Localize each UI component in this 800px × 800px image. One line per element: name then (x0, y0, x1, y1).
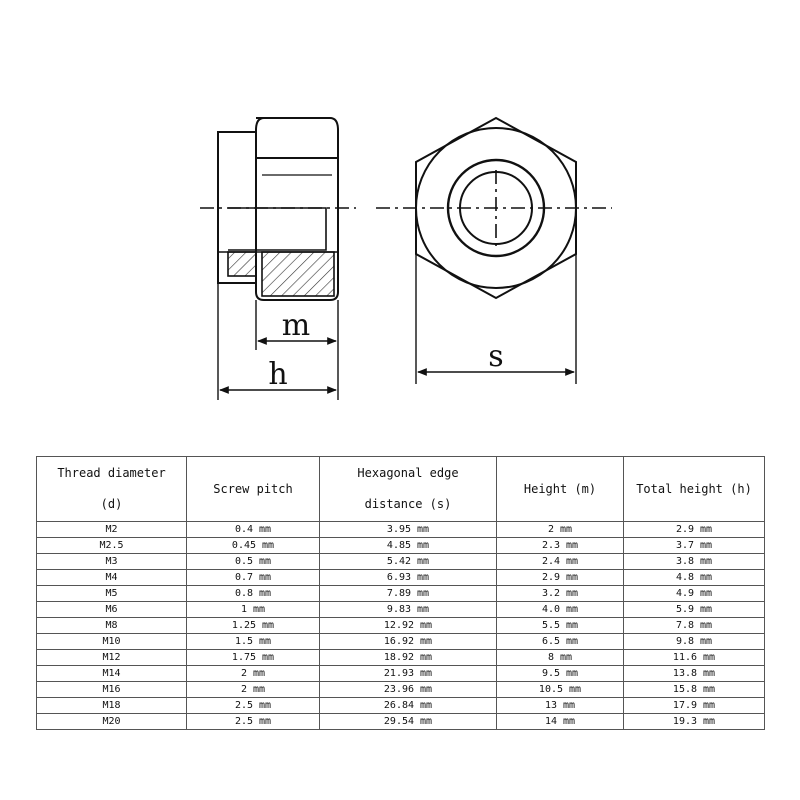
cell-screw-pitch: 1.5 mm (187, 634, 320, 650)
cell-thread-diameter: M8 (37, 618, 187, 634)
table-row (37, 538, 765, 554)
cell-total-height: 5.9 mm (624, 602, 765, 618)
cell-thread-diameter: M6 (37, 602, 187, 618)
table-row (37, 522, 765, 538)
cell-total-height: 2.9 mm (624, 522, 765, 538)
cell-thread-diameter: M10 (37, 634, 187, 650)
cell-hex-distance: 21.93 mm (320, 666, 497, 682)
table-row (37, 554, 765, 570)
cell-hex-distance: 5.42 mm (320, 554, 497, 570)
table-row (37, 570, 765, 586)
table-row (37, 650, 765, 666)
cell-total-height: 4.8 mm (624, 570, 765, 586)
cell-total-height: 4.9 mm (624, 586, 765, 602)
cell-screw-pitch: 1.75 mm (187, 650, 320, 666)
hatched-section-collar (228, 252, 256, 276)
cell-thread-diameter: M3 (37, 554, 187, 570)
table-row (37, 634, 765, 650)
table-row (37, 682, 765, 698)
cell-thread-diameter: M4 (37, 570, 187, 586)
cell-screw-pitch: 2.5 mm (187, 714, 320, 730)
cell-height: 14 mm (497, 714, 624, 730)
header-screw-pitch: Screw pitch (187, 457, 320, 522)
bore-outline (228, 208, 326, 250)
header-hexagonal-edge-distance: Hexagonal edge distance (s) (320, 457, 497, 522)
cell-total-height: 19.3 mm (624, 714, 765, 730)
cell-screw-pitch: 0.4 mm (187, 522, 320, 538)
cell-hex-distance: 4.85 mm (320, 538, 497, 554)
cell-height: 2.3 mm (497, 538, 624, 554)
cell-height: 10.5 mm (497, 682, 624, 698)
cell-hex-distance: 29.54 mm (320, 714, 497, 730)
cell-total-height: 13.8 mm (624, 666, 765, 682)
cell-total-height: 15.8 mm (624, 682, 765, 698)
cell-height: 6.5 mm (497, 634, 624, 650)
cell-screw-pitch: 0.45 mm (187, 538, 320, 554)
cell-hex-distance: 6.93 mm (320, 570, 497, 586)
cell-height: 3.2 mm (497, 586, 624, 602)
header-total-height: Total height (h) (624, 457, 765, 522)
cell-screw-pitch: 0.5 mm (187, 554, 320, 570)
cell-screw-pitch: 2 mm (187, 666, 320, 682)
cell-total-height: 9.8 mm (624, 634, 765, 650)
cell-height: 4.0 mm (497, 602, 624, 618)
cell-height: 5.5 mm (497, 618, 624, 634)
table-header-row (37, 457, 765, 522)
table-row (37, 586, 765, 602)
cell-height: 13 mm (497, 698, 624, 714)
cell-screw-pitch: 2 mm (187, 682, 320, 698)
cell-thread-diameter: M20 (37, 714, 187, 730)
cell-hex-distance: 9.83 mm (320, 602, 497, 618)
header-height: Height (m) (497, 457, 624, 522)
cell-thread-diameter: M14 (37, 666, 187, 682)
cell-total-height: 11.6 mm (624, 650, 765, 666)
cell-screw-pitch: 0.8 mm (187, 586, 320, 602)
cell-height: 8 mm (497, 650, 624, 666)
table-row (37, 666, 765, 682)
table-row (37, 698, 765, 714)
table-row (37, 618, 765, 634)
cell-thread-diameter: M2 (37, 522, 187, 538)
cell-thread-diameter: M5 (37, 586, 187, 602)
cell-screw-pitch: 1 mm (187, 602, 320, 618)
cell-total-height: 7.8 mm (624, 618, 765, 634)
cell-thread-diameter: M12 (37, 650, 187, 666)
cell-hex-distance: 7.89 mm (320, 586, 497, 602)
cell-thread-diameter: M18 (37, 698, 187, 714)
cell-total-height: 17.9 mm (624, 698, 765, 714)
specification-table (36, 456, 765, 730)
cell-screw-pitch: 2.5 mm (187, 698, 320, 714)
cell-hex-distance: 12.92 mm (320, 618, 497, 634)
label-h: h (268, 357, 288, 392)
cell-hex-distance: 26.84 mm (320, 698, 497, 714)
label-m: m (281, 308, 311, 343)
cell-hex-distance: 3.95 mm (320, 522, 497, 538)
cell-height: 2.4 mm (497, 554, 624, 570)
table-row (37, 602, 765, 618)
cell-screw-pitch: 0.7 mm (187, 570, 320, 586)
cell-height: 2 mm (497, 522, 624, 538)
hatched-section-body (262, 252, 334, 296)
cell-total-height: 3.7 mm (624, 538, 765, 554)
table-row (37, 714, 765, 730)
side-view (218, 118, 338, 300)
cell-height: 9.5 mm (497, 666, 624, 682)
cell-thread-diameter: M16 (37, 682, 187, 698)
label-s: s (488, 339, 504, 374)
cell-total-height: 3.8 mm (624, 554, 765, 570)
cell-hex-distance: 16.92 mm (320, 634, 497, 650)
cell-screw-pitch: 1.25 mm (187, 618, 320, 634)
cell-hex-distance: 23.96 mm (320, 682, 497, 698)
cell-height: 2.9 mm (497, 570, 624, 586)
header-thread-diameter: Thread diameter (d) (37, 457, 187, 522)
cell-thread-diameter: M2.5 (37, 538, 187, 554)
cell-hex-distance: 18.92 mm (320, 650, 497, 666)
